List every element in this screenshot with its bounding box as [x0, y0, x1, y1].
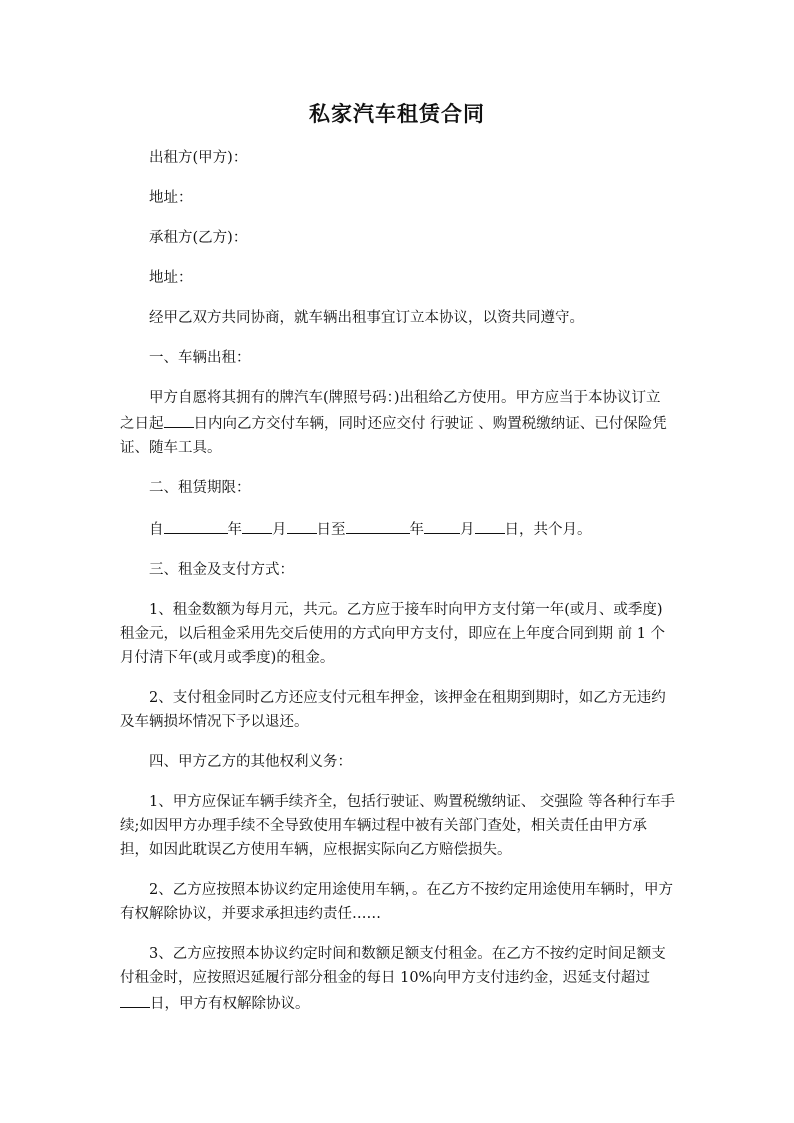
date-month-label: 月: [272, 522, 287, 538]
section1-body: [120, 386, 675, 460]
intro-paragraph: 经甲乙双方共同协商，就车辆出租事宜订立本协议，以资共同遵守。: [149, 310, 584, 326]
section4-heading: 四、甲方乙方的其他权利义务：: [149, 754, 352, 770]
date-from-label: 自: [149, 522, 164, 538]
section4-clause3-part1: 3、乙方应按照本协议约定时间和数额足额支付租金。在乙方不按约定时间足额支付租金时，应按照迟延履行部分租金的每日 10%向甲方支付违约金，迟延支付超过: [120, 946, 666, 986]
end-year-blank: [346, 516, 410, 534]
section4-clause2: 2、乙方应按照本协议约定用途使用车辆，。在乙方不按约定用途使用车辆时，甲方有权解除协议，并要求承担违约责任……: [120, 882, 673, 922]
start-year-blank: [164, 516, 228, 534]
date-month2-label: 月: [460, 522, 475, 538]
section1-body-part2: 日内向乙方交付车辆，同时还应交付 行驶证 、购置税缴纳证、已付保险凭证、随车工具。: [120, 416, 667, 456]
lessor-address-label: 地址：: [149, 190, 193, 206]
section4-clause3-part2: 日，甲方有权解除协议。: [150, 996, 310, 1012]
start-month-blank: [242, 516, 272, 534]
document-body: [120, 146, 675, 1016]
section3-clause2: 2、支付租金同时乙方还应支付元租车押金，该押金在租期到期时，如乙方无违约及车辆损坏情况下予以退还。: [120, 690, 666, 730]
date-end-label: 日，共个月。: [504, 522, 592, 538]
section1-body-part1: 甲方自愿将其拥有的牌汽车(牌照号码：)出租给乙方使用。甲方应当于本协议订立之日起: [120, 390, 661, 432]
lease-period-line: [120, 516, 675, 542]
date-year-label: 年: [227, 522, 242, 538]
date-year2-label: 年: [409, 522, 424, 538]
document-title: 私家汽车租赁合同: [309, 101, 485, 126]
section4-clause1: 1、甲方应保证车辆手续齐全，包括行驶证、购置税缴纳证、 交强险 等各种行车手续;如因甲方办理手续不全导致使用车辆过程中被有关部门查处，相关责任由甲方承担，如因此耽误乙方使用车辆，应根据实际向乙方赔偿损失。: [120, 794, 675, 858]
section1-heading: 一、车辆出租：: [149, 350, 251, 366]
lessor-label: 出租方(甲方)：: [149, 150, 248, 166]
section3-heading: 三、租金及支付方式：: [149, 562, 294, 578]
section2-heading: 二、租赁期限：: [149, 480, 251, 496]
lessee-address-label: 地址：: [149, 270, 193, 286]
end-month-blank: [424, 516, 460, 534]
overdue-days-blank: [120, 990, 150, 1008]
section4-clause3: [120, 942, 675, 1016]
end-day-blank: [475, 516, 505, 534]
lessee-label: 承租方(乙方)：: [149, 230, 248, 246]
date-to-label: 日至: [316, 522, 346, 538]
days-blank: [164, 410, 194, 428]
section3-clause1: 1、租金数额为每月元，共元。乙方应于接车时向甲方支付第一年(或月、或季度)租金元，以后租金采用先交后使用的方式向甲方支付，即应在上年度合同到期 前 1 个月付清下年(或月或季度)的租金。: [120, 602, 666, 666]
start-day-blank: [287, 516, 317, 534]
